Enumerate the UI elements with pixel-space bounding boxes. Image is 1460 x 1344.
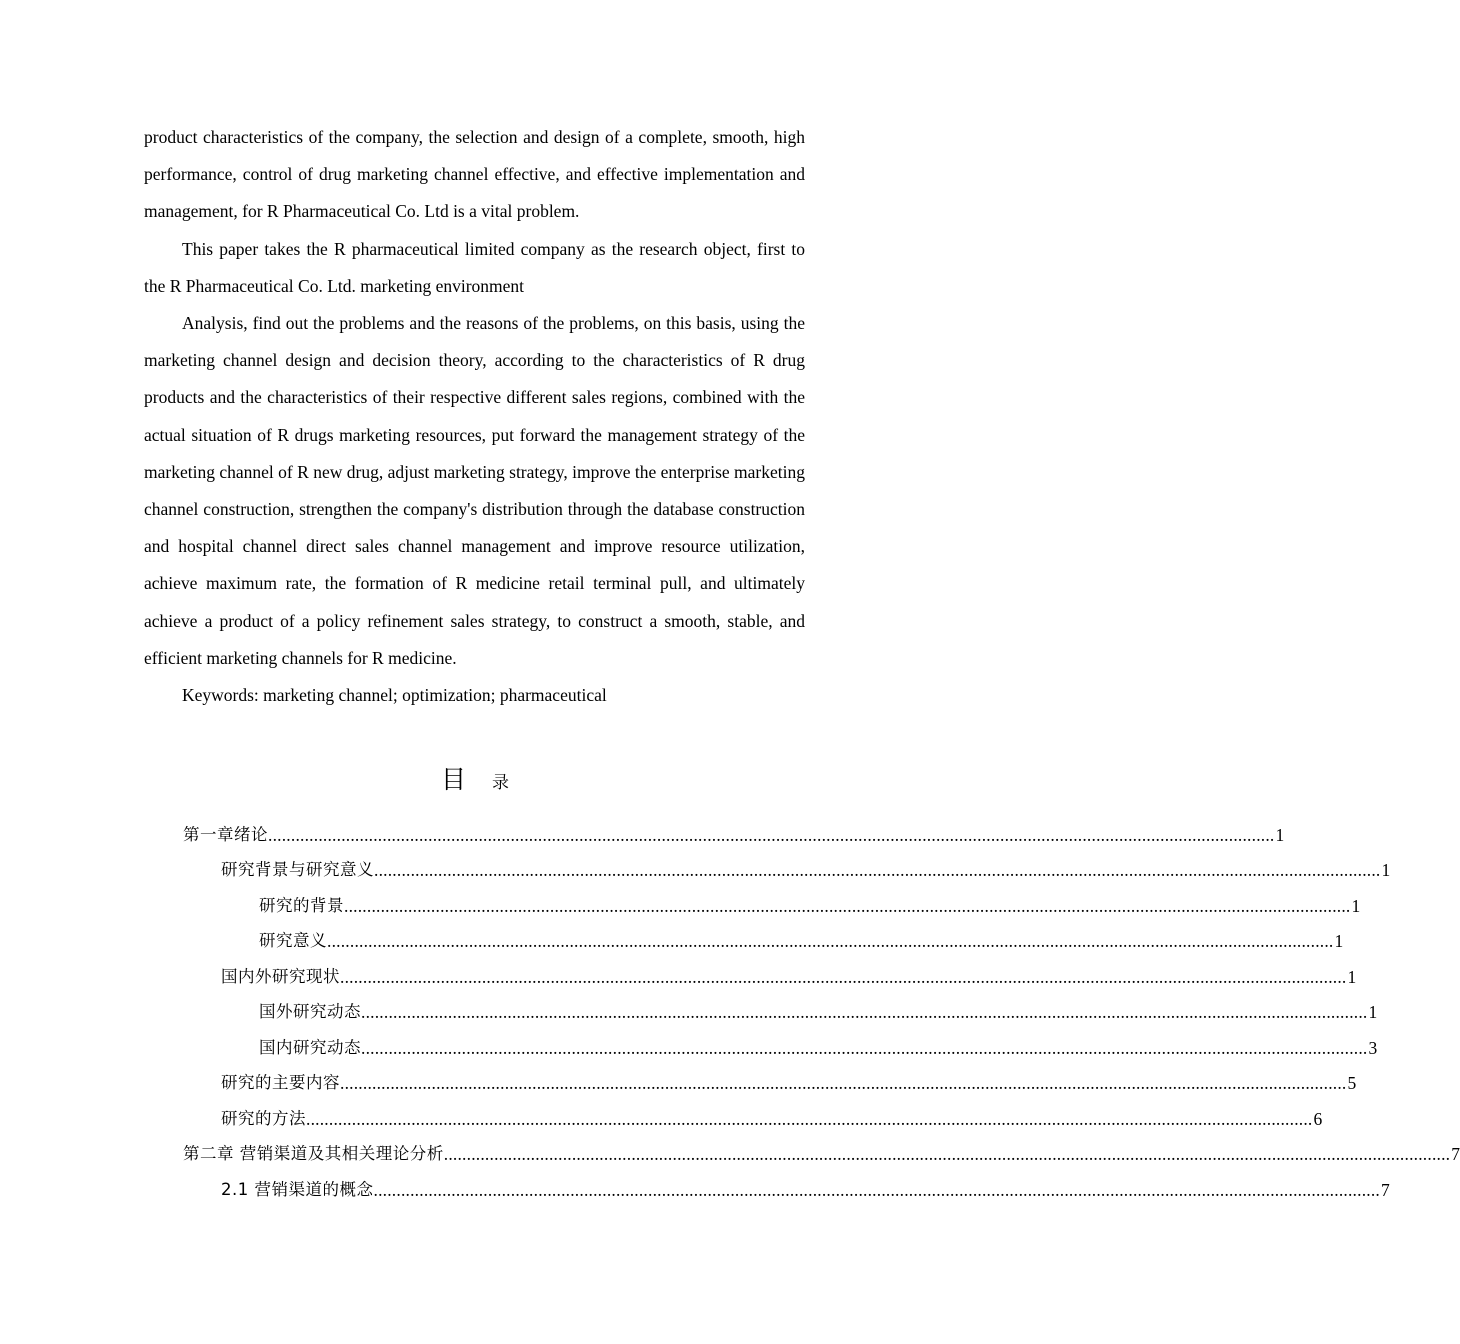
toc-entry-page: 7 (1381, 1179, 1390, 1200)
toc-entry-page: 1 (1275, 824, 1285, 845)
toc-entry-page: 1 (1334, 931, 1344, 951)
toc-entry-title: 研究的方法 (221, 1108, 306, 1128)
toc-entry[interactable] (259, 1022, 1378, 1058)
toc-entry[interactable] (221, 951, 1357, 987)
abstract-paragraph-3: Analysis, find out the problems and the reasons of the problems, on this basis, using the marketing channel design and decision theory, according to the characteristics of R drug products and the characteristics of their respective different sales regions, combined with the actual situation of R drugs marketing resources, put forward the management strategy of the marketing channel of R new drug, adjust marketing strategy, improve the enterprise marketing channel construction, strengthen the company's distribution through the database construction and hospital channel direct sales channel management and improve resource utilization, achieve maximum rate, the formation of R medicine retail terminal pull, and ultimately achieve a product of a policy refinement sales strategy, to construct a smooth, stable, and efficient marketing channels for R medicine. (144, 313, 805, 668)
toc-title (0, 760, 950, 796)
toc-leader-dots: ............................................................................................................................................................................................................................ (340, 1073, 1347, 1093)
toc-leader-dots: ............................................................................................................................................................................................................................ (361, 1002, 1368, 1022)
toc-entry-page: 1 (1347, 966, 1357, 987)
toc-entry-page: 1 (1368, 1002, 1378, 1022)
toc-entry[interactable] (183, 1129, 1460, 1165)
toc-leader-dots: ............................................................................................................................................................................................................................ (327, 931, 1334, 951)
toc-leader-dots: ............................................................................................................................................................................................................................ (443, 1144, 1451, 1164)
abstract-paragraph-1: product characteristics of the company, the selection and design of a complete, smooth, high performance, control of drug marketing channel effective, and effective implementation and management, for R Pharmaceutical Co. Ltd is a vital problem. (144, 127, 805, 222)
toc-entry-page: 1 (1351, 895, 1361, 916)
toc-leader-dots: ............................................................................................................................................................................................................................ (306, 1108, 1313, 1129)
toc-entry-title: 第一章绪论 (183, 824, 268, 844)
toc-entry[interactable] (183, 809, 1285, 845)
toc-leader-dots: ............................................................................................................................................................................................................................ (344, 895, 1351, 916)
toc-leader-dots: ............................................................................................................................................................................................................................ (268, 824, 1275, 845)
toc-entry-title: 国内外研究现状 (221, 966, 340, 986)
toc-entry-page: 7 (1451, 1144, 1460, 1164)
toc-entry[interactable] (259, 916, 1344, 952)
toc-entry[interactable] (259, 987, 1378, 1023)
toc-leader-dots: ............................................................................................................................................................................................................................ (361, 1037, 1368, 1058)
toc-entry-title: 第二章 营销渠道及其相关理论分析 (183, 1144, 444, 1163)
toc-leader-dots: ............................................................................................................................................................................................................................ (340, 966, 1347, 987)
toc-leader-dots: ............................................................................................................................................................................................................................ (373, 1179, 1380, 1200)
toc-entry-title: 研究意义 (259, 931, 327, 950)
toc-entry-page: 1 (1381, 860, 1391, 880)
toc-entry-title: 国外研究动态 (259, 1002, 361, 1021)
toc-title-char-2: 录 (492, 773, 509, 793)
toc-entry-title: 研究背景与研究意义 (221, 860, 374, 879)
toc-entry-title: 研究的主要内容 (221, 1073, 340, 1092)
abstract-paragraph-2: This paper takes the R pharmaceutical limited company as the research object, first to the R Pharmaceutical Co. Ltd. marketing environment (144, 238, 805, 296)
toc-entry-title: 研究的背景 (259, 895, 344, 915)
toc-entry[interactable] (259, 880, 1361, 916)
toc-entry[interactable] (221, 1164, 1390, 1200)
toc-entry-title: 2.1 营销渠道的概念 (221, 1179, 374, 1199)
toc-title-char-1: 目 (440, 765, 466, 794)
toc-leader-dots: ............................................................................................................................................................................................................................ (374, 860, 1381, 880)
abstract-keywords: Keywords: marketing channel; optimization; pharmaceutical (182, 685, 607, 706)
toc-entry[interactable] (221, 845, 1391, 881)
toc-entry-page: 6 (1313, 1108, 1323, 1129)
toc-entry[interactable] (221, 1093, 1323, 1129)
toc-entry-page: 5 (1347, 1073, 1357, 1093)
toc-entry-page: 3 (1368, 1037, 1378, 1058)
abstract-body (144, 119, 805, 714)
toc-entry[interactable] (221, 1058, 1357, 1094)
toc-entry-title: 国内研究动态 (259, 1037, 361, 1057)
